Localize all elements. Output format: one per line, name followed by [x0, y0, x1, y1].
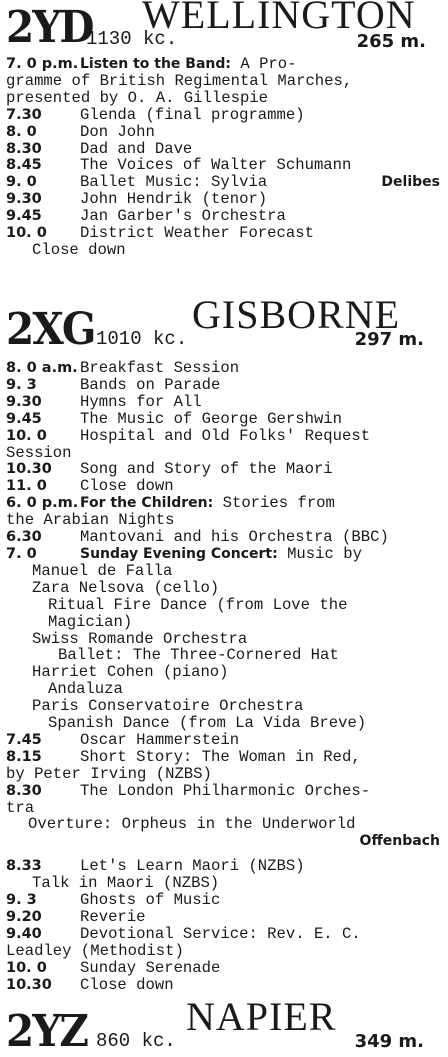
- station-frequency: 1010 kc.: [96, 328, 188, 350]
- programme-entry: [6, 377, 440, 394]
- programme-time: 8.33: [6, 858, 42, 875]
- programme-time: 8.30: [6, 140, 42, 157]
- programme-entry: [6, 56, 440, 73]
- programme-detail: Paris Conservatoire Orchestra: [32, 698, 304, 716]
- programme-entry: [6, 394, 440, 411]
- programme-entry: [6, 208, 440, 225]
- programme-time: 10. 0: [6, 959, 47, 976]
- programme-detail: Zara Nelsova (cello): [32, 579, 220, 597]
- programme-title: A Pro-: [231, 56, 297, 73]
- programme-entry: [6, 360, 440, 377]
- programme-detail: Overture: Orpheus in the Underworld: [28, 816, 356, 834]
- programme-entry: [6, 478, 440, 495]
- programme-list: [0, 56, 448, 259]
- programme-title: The Voices of Walter Schumann: [80, 157, 352, 175]
- programme-title: Devotional Service: Rev. E. C.: [80, 925, 361, 943]
- programme-title: Sunday Serenade: [80, 959, 221, 977]
- programme-continuation: the Arabian Nights: [6, 512, 175, 530]
- station-frequency: 860 kc.: [96, 1030, 176, 1052]
- station-wavelength: 349 m.: [354, 1031, 424, 1052]
- programme-time: 7. 0: [6, 545, 37, 562]
- station-header: [0, 290, 448, 360]
- programme-title: Song and Story of the Maori: [80, 461, 333, 479]
- programme-title: Let's Learn Maori (NZBS): [80, 858, 305, 876]
- programme-time: 9. 3: [6, 376, 37, 393]
- programme-time: 8.15: [6, 748, 42, 765]
- programme-entry: [6, 529, 440, 546]
- programme-detail: Close down: [32, 241, 126, 259]
- programme-time: 8. 0: [6, 123, 37, 140]
- spacer: [6, 850, 440, 858]
- programme-detail: Ballet: The Three-Cornered Hat: [58, 647, 339, 665]
- station-name: WELLINGTON: [142, 0, 416, 37]
- programme-entry: [6, 225, 440, 242]
- programme-time: 7.45: [6, 731, 42, 748]
- programme-detail: Talk in Maori (NZBS): [32, 875, 220, 893]
- programme-time: 6. 0 p.m.: [6, 495, 79, 512]
- station-wavelength: 265 m.: [356, 31, 426, 52]
- programme-detail: Swiss Romande Orchestra: [32, 630, 248, 648]
- programme-continuation: Leadley (Methodist): [6, 942, 184, 960]
- station-frequency: 1130 kc.: [86, 28, 178, 50]
- programme-continuation: tra: [6, 799, 35, 817]
- programme-continuation: gramme of British Regimental Marches,: [6, 72, 353, 90]
- programme-time: 9. 0: [6, 174, 37, 191]
- programme-time: 8. 0 a.m.: [6, 360, 78, 376]
- programme-detail: Andaluza: [48, 681, 123, 699]
- programme-title: Hymns for All: [80, 393, 202, 411]
- programme-title: John Hendrik (tenor): [80, 191, 268, 209]
- programme-entry: [6, 411, 440, 428]
- programme-entry: [6, 977, 440, 994]
- programme-detail: Manuel de Falla: [32, 562, 173, 580]
- programme-title: The Music of George Gershwin: [80, 410, 343, 428]
- programme-title: Close down: [80, 976, 174, 994]
- programme-detail: Spanish Dance (from La Vida Breve): [48, 715, 367, 732]
- programme-time: 9.30: [6, 393, 42, 410]
- programme-detail: Ritual Fire Dance (from Love the: [48, 596, 348, 614]
- station-callsign: 2YD: [6, 2, 93, 53]
- programme-detail: Harriet Cohen (piano): [32, 664, 229, 682]
- station-section-napier: [0, 994, 448, 1056]
- programme-entry: [6, 174, 440, 191]
- programme-time: 10. 0: [6, 225, 47, 242]
- programme-time: 10.30: [6, 461, 52, 478]
- programme-title: Breakfast Session: [80, 360, 240, 377]
- station-callsign: 2XG: [6, 304, 95, 355]
- programme-time: 7.30: [6, 106, 42, 123]
- programme-entry: [6, 858, 440, 875]
- programme-entry: [6, 124, 440, 141]
- programme-time: 9. 3: [6, 892, 37, 909]
- programme-continuation: Session: [6, 444, 72, 462]
- programme-time: 9.20: [6, 909, 42, 925]
- programme-title: The London Philharmonic Orches-: [80, 782, 371, 800]
- station-header: [0, 0, 448, 56]
- programme-title: Stories from: [213, 495, 335, 513]
- programme-entry: [6, 461, 440, 478]
- programme-continuation: by Peter Irving (NZBS): [6, 765, 212, 783]
- programme-time: 8.45: [6, 157, 42, 174]
- programme-title: Hospital and Old Folks' Request: [80, 427, 371, 445]
- programme-heading: Sunday Evening Concert:: [80, 545, 278, 562]
- programme-time: 6.30: [6, 529, 42, 546]
- station-header: [0, 994, 448, 1056]
- programme-time: 9.45: [6, 208, 42, 225]
- composer-credit: Offenbach: [359, 833, 440, 850]
- programme-entry: [6, 428, 440, 445]
- programme-entry: [6, 909, 440, 926]
- station-name: GISBORNE: [192, 292, 401, 337]
- programme-title: Oscar Hammerstein: [80, 731, 240, 749]
- programme-title: Ghosts of Music: [80, 892, 221, 909]
- programme-title: Reverie: [80, 909, 146, 926]
- programme-title: Ballet Music: Sylvia: [80, 174, 268, 192]
- programme-list: [0, 360, 448, 994]
- programme-entry: [6, 141, 440, 158]
- programme-title: Glenda (final programme): [80, 106, 305, 124]
- programme-time: 9.45: [6, 410, 42, 427]
- programme-continuation: presented by O. A. Gillespie: [6, 89, 269, 107]
- programme-entry: [6, 191, 440, 208]
- programme-heading: Listen to the Band:: [80, 56, 231, 72]
- programme-entry: [6, 749, 440, 766]
- station-callsign: 2YZ: [6, 1006, 88, 1057]
- programme-entry: [6, 892, 440, 909]
- programme-entry: [6, 495, 440, 512]
- programme-title: Music by: [277, 545, 362, 563]
- programme-detail: Magician): [48, 613, 133, 631]
- programme-time: 9.30: [6, 191, 42, 208]
- programme-heading: For the Children:: [80, 495, 214, 512]
- programme-entry: [6, 732, 440, 749]
- programme-time: 10.30: [6, 976, 52, 993]
- station-name: NAPIER: [186, 994, 337, 1039]
- programme-title: Don John: [80, 123, 155, 141]
- programme-entry: [6, 783, 440, 800]
- programme-time: 9.40: [6, 925, 42, 942]
- programme-time: 10. 0: [6, 427, 47, 444]
- programme-title: District Weather Forecast: [80, 225, 314, 242]
- programme-time: 8.30: [6, 782, 42, 799]
- station-section-wellington: [0, 0, 448, 259]
- programme-entry: [6, 157, 440, 174]
- programme-title: Dad and Dave: [80, 140, 193, 158]
- programme-entry: [6, 960, 440, 977]
- programme-title: Bands on Parade: [80, 376, 221, 394]
- composer-credit-line: [6, 833, 440, 850]
- station-wavelength: 297 m.: [354, 329, 424, 350]
- programme-entry: [6, 546, 440, 563]
- programme-title: Short Story: The Woman in Red,: [80, 748, 361, 766]
- programme-title: Mantovani and his Orchestra (BBC): [80, 529, 389, 546]
- programme-title: Jan Garber's Orchestra: [80, 208, 286, 226]
- programme-entry: [6, 926, 440, 943]
- programme-entry: [6, 107, 440, 124]
- station-section-gisborne: [0, 290, 448, 994]
- programme-time: 7. 0 p.m.: [6, 56, 79, 72]
- programme-title: Close down: [80, 478, 174, 496]
- programme-time: 11. 0: [6, 478, 47, 495]
- composer-credit: Delibes: [381, 174, 440, 191]
